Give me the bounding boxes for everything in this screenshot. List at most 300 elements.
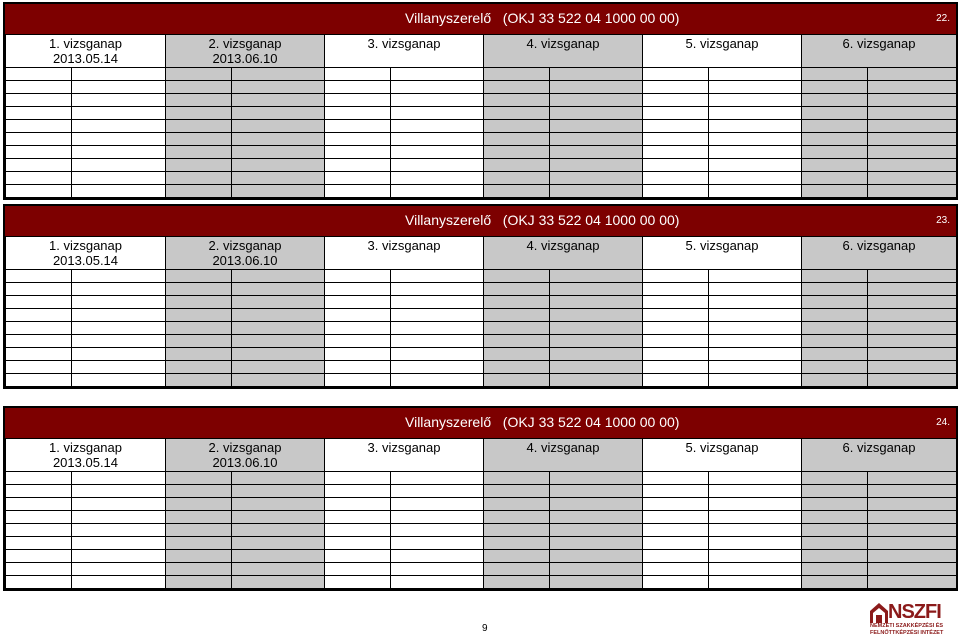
grid-cell bbox=[868, 270, 957, 283]
grid-cell bbox=[232, 120, 325, 133]
grid-cell bbox=[72, 537, 166, 550]
grid-cell bbox=[72, 511, 166, 524]
exam-day-header bbox=[166, 35, 325, 68]
sheet-banner bbox=[5, 206, 956, 236]
grid-cell bbox=[232, 374, 325, 387]
grid-cell bbox=[550, 133, 643, 146]
table-row bbox=[6, 94, 957, 107]
grid-cell bbox=[484, 94, 550, 107]
grid-cell bbox=[868, 576, 957, 589]
grid-cell bbox=[484, 172, 550, 185]
grid-cell bbox=[72, 296, 166, 309]
grid-cell bbox=[6, 576, 72, 589]
grid-cell bbox=[550, 537, 643, 550]
grid-cell bbox=[232, 133, 325, 146]
grid-cell bbox=[484, 185, 550, 198]
grid-cell bbox=[166, 270, 232, 283]
grid-cell bbox=[232, 472, 325, 485]
grid-cell bbox=[325, 361, 391, 374]
grid-cell bbox=[232, 185, 325, 198]
grid-cell bbox=[550, 511, 643, 524]
grid-cell bbox=[166, 283, 232, 296]
grid-cell bbox=[391, 485, 484, 498]
exam-day-header bbox=[484, 237, 643, 270]
grid-cell bbox=[550, 270, 643, 283]
grid-cell bbox=[868, 511, 957, 524]
grid-cell bbox=[709, 120, 802, 133]
grid-cell bbox=[325, 159, 391, 172]
grid-cell bbox=[6, 550, 72, 563]
exam-day-date: 2013.06.10 bbox=[212, 455, 278, 470]
grid-cell bbox=[868, 322, 957, 335]
grid-cell bbox=[550, 146, 643, 159]
grid-cell bbox=[6, 133, 72, 146]
grid-cell bbox=[6, 283, 72, 296]
grid-cell bbox=[391, 283, 484, 296]
grid-cell bbox=[6, 498, 72, 511]
exam-day-header bbox=[643, 439, 802, 472]
grid-cell bbox=[232, 270, 325, 283]
grid-cell bbox=[868, 120, 957, 133]
grid-cell bbox=[166, 550, 232, 563]
grid-cell bbox=[72, 361, 166, 374]
grid-cell bbox=[72, 133, 166, 146]
grid-cell bbox=[72, 107, 166, 120]
grid-cell bbox=[232, 309, 325, 322]
exam-day-header bbox=[6, 237, 166, 270]
grid-cell bbox=[484, 472, 550, 485]
header-row bbox=[6, 439, 957, 472]
grid-cell bbox=[166, 563, 232, 576]
grid-cell bbox=[72, 146, 166, 159]
grid-cell bbox=[166, 133, 232, 146]
table-row bbox=[6, 485, 957, 498]
grid-cell bbox=[6, 524, 72, 537]
grid-cell bbox=[6, 68, 72, 81]
grid-cell bbox=[166, 498, 232, 511]
grid-cell bbox=[72, 172, 166, 185]
grid-cell bbox=[709, 94, 802, 107]
exam-day-date: 2013.05.14 bbox=[52, 455, 119, 470]
grid-cell bbox=[802, 172, 868, 185]
grid-cell bbox=[550, 576, 643, 589]
sheet-title: Villanyszerelő (OKJ 33 522 04 1000 00 00) bbox=[405, 212, 680, 228]
grid-cell bbox=[391, 511, 484, 524]
grid-cell bbox=[643, 270, 709, 283]
grid-cell bbox=[868, 472, 957, 485]
grid-cell bbox=[868, 94, 957, 107]
exam-day-label: 1. vizsganap bbox=[49, 440, 122, 455]
grid-cell bbox=[868, 185, 957, 198]
sheet-banner bbox=[5, 408, 956, 438]
grid-cell bbox=[709, 296, 802, 309]
grid-cell bbox=[709, 374, 802, 387]
grid-cell bbox=[643, 94, 709, 107]
grid-cell bbox=[484, 498, 550, 511]
exam-day-header bbox=[325, 35, 484, 68]
grid-cell bbox=[709, 81, 802, 94]
grid-cell bbox=[166, 322, 232, 335]
grid-cell bbox=[6, 159, 72, 172]
grid-cell bbox=[484, 511, 550, 524]
grid-cell bbox=[868, 309, 957, 322]
grid-cell bbox=[232, 159, 325, 172]
grid-cell bbox=[709, 185, 802, 198]
grid-cell bbox=[643, 322, 709, 335]
grid-cell bbox=[325, 550, 391, 563]
grid-cell bbox=[709, 309, 802, 322]
grid-cell bbox=[709, 146, 802, 159]
grid-cell bbox=[709, 537, 802, 550]
grid-cell bbox=[391, 472, 484, 485]
grid-cell bbox=[802, 485, 868, 498]
grid-cell bbox=[72, 524, 166, 537]
grid-cell bbox=[868, 296, 957, 309]
grid-cell bbox=[868, 172, 957, 185]
grid-cell bbox=[166, 374, 232, 387]
table-row bbox=[6, 537, 957, 550]
grid-cell bbox=[232, 81, 325, 94]
grid-cell bbox=[6, 107, 72, 120]
grid-cell bbox=[391, 81, 484, 94]
table-row bbox=[6, 159, 957, 172]
grid-cell bbox=[72, 159, 166, 172]
grid-cell bbox=[72, 335, 166, 348]
grid-cell bbox=[6, 120, 72, 133]
grid-cell bbox=[232, 335, 325, 348]
grid-cell bbox=[868, 550, 957, 563]
page-number: 9 bbox=[482, 623, 488, 634]
grid-cell bbox=[391, 550, 484, 563]
grid-cell bbox=[550, 498, 643, 511]
grid-cell bbox=[6, 146, 72, 159]
grid-cell bbox=[643, 335, 709, 348]
grid-cell bbox=[72, 498, 166, 511]
grid-cell bbox=[709, 283, 802, 296]
grid-cell bbox=[709, 361, 802, 374]
grid-cell bbox=[643, 283, 709, 296]
table-row bbox=[6, 296, 957, 309]
grid-cell bbox=[391, 159, 484, 172]
grid-cell bbox=[802, 146, 868, 159]
grid-cell bbox=[166, 511, 232, 524]
exam-day-header bbox=[643, 237, 802, 270]
grid-cell bbox=[802, 361, 868, 374]
grid-cell bbox=[166, 472, 232, 485]
table-row bbox=[6, 361, 957, 374]
grid-cell bbox=[166, 576, 232, 589]
grid-cell bbox=[643, 120, 709, 133]
sheet-banner bbox=[5, 4, 956, 34]
grid-cell bbox=[802, 348, 868, 361]
grid-cell bbox=[391, 348, 484, 361]
grid-cell bbox=[643, 485, 709, 498]
grid-cell bbox=[802, 120, 868, 133]
grid-cell bbox=[484, 563, 550, 576]
grid-cell bbox=[643, 185, 709, 198]
grid-cell bbox=[868, 563, 957, 576]
grid-cell bbox=[484, 537, 550, 550]
exam-grid bbox=[5, 236, 957, 387]
grid-cell bbox=[550, 120, 643, 133]
exam-day-header bbox=[166, 439, 325, 472]
grid-cell bbox=[802, 283, 868, 296]
grid-cell bbox=[166, 120, 232, 133]
exam-day-header bbox=[643, 35, 802, 68]
grid-cell bbox=[72, 322, 166, 335]
grid-cell bbox=[391, 335, 484, 348]
grid-cell bbox=[550, 283, 643, 296]
grid-cell bbox=[802, 94, 868, 107]
header-row bbox=[6, 35, 957, 68]
sheet-number: 24. bbox=[936, 417, 950, 428]
grid-cell bbox=[325, 485, 391, 498]
exam-day-label: 4. vizsganap bbox=[526, 36, 600, 51]
grid-cell bbox=[232, 524, 325, 537]
grid-cell bbox=[232, 348, 325, 361]
grid-cell bbox=[166, 68, 232, 81]
exam-sheet bbox=[3, 2, 958, 200]
grid-cell bbox=[166, 524, 232, 537]
grid-cell bbox=[6, 335, 72, 348]
grid-cell bbox=[325, 472, 391, 485]
grid-cell bbox=[166, 159, 232, 172]
grid-cell bbox=[868, 283, 957, 296]
grid-cell bbox=[550, 361, 643, 374]
grid-cell bbox=[802, 309, 868, 322]
grid-cell bbox=[709, 498, 802, 511]
grid-cell bbox=[391, 498, 484, 511]
grid-cell bbox=[325, 348, 391, 361]
table-row bbox=[6, 576, 957, 589]
grid-cell bbox=[325, 511, 391, 524]
grid-cell bbox=[550, 550, 643, 563]
grid-cell bbox=[484, 335, 550, 348]
table-row bbox=[6, 322, 957, 335]
grid-cell bbox=[166, 485, 232, 498]
grid-cell bbox=[325, 133, 391, 146]
grid-cell bbox=[802, 270, 868, 283]
grid-cell bbox=[391, 172, 484, 185]
grid-cell bbox=[868, 348, 957, 361]
grid-cell bbox=[72, 283, 166, 296]
grid-cell bbox=[6, 537, 72, 550]
grid-cell bbox=[484, 120, 550, 133]
grid-cell bbox=[484, 68, 550, 81]
grid-cell bbox=[709, 348, 802, 361]
grid-cell bbox=[802, 185, 868, 198]
grid-cell bbox=[325, 270, 391, 283]
grid-cell bbox=[232, 283, 325, 296]
grid-cell bbox=[643, 159, 709, 172]
table-row bbox=[6, 511, 957, 524]
grid-cell bbox=[391, 361, 484, 374]
exam-day-label: 3. vizsganap bbox=[367, 36, 441, 51]
table-row bbox=[6, 335, 957, 348]
grid-cell bbox=[802, 511, 868, 524]
grid-cell bbox=[802, 335, 868, 348]
grid-cell bbox=[232, 550, 325, 563]
grid-cell bbox=[6, 563, 72, 576]
grid-cell bbox=[484, 296, 550, 309]
grid-cell bbox=[166, 309, 232, 322]
grid-cell bbox=[484, 374, 550, 387]
grid-cell bbox=[802, 498, 868, 511]
header-row bbox=[6, 237, 957, 270]
grid-cell bbox=[802, 472, 868, 485]
exam-day-header bbox=[802, 35, 957, 68]
grid-cell bbox=[391, 120, 484, 133]
grid-cell bbox=[709, 270, 802, 283]
grid-cell bbox=[643, 146, 709, 159]
grid-cell bbox=[709, 576, 802, 589]
grid-cell bbox=[232, 322, 325, 335]
grid-cell bbox=[232, 511, 325, 524]
table-row bbox=[6, 472, 957, 485]
grid-cell bbox=[72, 576, 166, 589]
grid-cell bbox=[166, 335, 232, 348]
table-row bbox=[6, 120, 957, 133]
grid-cell bbox=[325, 283, 391, 296]
grid-cell bbox=[325, 524, 391, 537]
grid-cell bbox=[391, 185, 484, 198]
grid-cell bbox=[709, 68, 802, 81]
exam-day-label: 5. vizsganap bbox=[685, 440, 759, 455]
nszfi-emblem-icon bbox=[870, 603, 888, 623]
grid-cell bbox=[643, 524, 709, 537]
exam-grid bbox=[5, 34, 957, 198]
grid-cell bbox=[643, 498, 709, 511]
grid-cell bbox=[484, 270, 550, 283]
grid-cell bbox=[325, 81, 391, 94]
grid-cell bbox=[232, 107, 325, 120]
grid-cell bbox=[643, 550, 709, 563]
grid-cell bbox=[391, 133, 484, 146]
grid-cell bbox=[868, 485, 957, 498]
grid-cell bbox=[232, 94, 325, 107]
grid-cell bbox=[232, 146, 325, 159]
grid-cell bbox=[325, 68, 391, 81]
table-row bbox=[6, 524, 957, 537]
grid-cell bbox=[550, 472, 643, 485]
grid-cell bbox=[868, 498, 957, 511]
exam-day-header bbox=[802, 439, 957, 472]
grid-cell bbox=[643, 563, 709, 576]
grid-cell bbox=[802, 159, 868, 172]
grid-cell bbox=[802, 576, 868, 589]
grid-cell bbox=[391, 537, 484, 550]
grid-cell bbox=[868, 81, 957, 94]
grid-cell bbox=[709, 472, 802, 485]
grid-cell bbox=[550, 172, 643, 185]
grid-cell bbox=[709, 335, 802, 348]
grid-cell bbox=[550, 485, 643, 498]
grid-cell bbox=[72, 309, 166, 322]
grid-cell bbox=[6, 511, 72, 524]
grid-cell bbox=[643, 576, 709, 589]
grid-cell bbox=[484, 309, 550, 322]
grid-cell bbox=[802, 81, 868, 94]
grid-cell bbox=[6, 309, 72, 322]
grid-cell bbox=[868, 374, 957, 387]
grid-cell bbox=[484, 524, 550, 537]
grid-cell bbox=[72, 81, 166, 94]
grid-cell bbox=[72, 563, 166, 576]
grid-cell bbox=[484, 159, 550, 172]
grid-cell bbox=[232, 498, 325, 511]
grid-cell bbox=[232, 361, 325, 374]
grid-cell bbox=[325, 120, 391, 133]
table-row bbox=[6, 550, 957, 563]
grid-cell bbox=[391, 68, 484, 81]
grid-cell bbox=[484, 146, 550, 159]
grid-cell bbox=[643, 511, 709, 524]
grid-cell bbox=[550, 185, 643, 198]
grid-cell bbox=[325, 563, 391, 576]
grid-cell bbox=[709, 485, 802, 498]
grid-cell bbox=[868, 133, 957, 146]
table-row bbox=[6, 81, 957, 94]
grid-cell bbox=[709, 550, 802, 563]
grid-cell bbox=[166, 107, 232, 120]
logo-brand: NSZFI bbox=[888, 601, 941, 623]
grid-cell bbox=[550, 322, 643, 335]
grid-cell bbox=[643, 348, 709, 361]
grid-cell bbox=[391, 576, 484, 589]
grid-cell bbox=[166, 81, 232, 94]
grid-cell bbox=[72, 185, 166, 198]
grid-cell bbox=[72, 270, 166, 283]
grid-cell bbox=[325, 172, 391, 185]
exam-day-label: 5. vizsganap bbox=[685, 36, 759, 51]
grid-cell bbox=[6, 374, 72, 387]
grid-cell bbox=[709, 133, 802, 146]
table-row bbox=[6, 348, 957, 361]
grid-cell bbox=[391, 146, 484, 159]
grid-cell bbox=[802, 133, 868, 146]
grid-cell bbox=[643, 81, 709, 94]
grid-cell bbox=[325, 322, 391, 335]
grid-cell bbox=[325, 537, 391, 550]
grid-cell bbox=[550, 524, 643, 537]
grid-cell bbox=[550, 68, 643, 81]
exam-day-label: 4. vizsganap bbox=[526, 238, 600, 253]
grid-cell bbox=[325, 309, 391, 322]
exam-day-label: 2. vizsganap bbox=[208, 36, 282, 51]
grid-cell bbox=[325, 107, 391, 120]
grid-cell bbox=[484, 133, 550, 146]
grid-cell bbox=[484, 322, 550, 335]
grid-cell bbox=[550, 81, 643, 94]
grid-cell bbox=[6, 81, 72, 94]
table-row bbox=[6, 172, 957, 185]
exam-grid bbox=[5, 438, 957, 589]
grid-cell bbox=[709, 159, 802, 172]
grid-cell bbox=[391, 107, 484, 120]
grid-cell bbox=[391, 524, 484, 537]
logo-tagline-2: FELNŐTTKÉPZÉSI INTÉZET bbox=[870, 630, 944, 636]
grid-cell bbox=[550, 563, 643, 576]
grid-cell bbox=[709, 563, 802, 576]
grid-cell bbox=[72, 472, 166, 485]
grid-cell bbox=[709, 172, 802, 185]
exam-day-label: 4. vizsganap bbox=[526, 440, 600, 455]
grid-cell bbox=[232, 296, 325, 309]
grid-cell bbox=[643, 107, 709, 120]
grid-cell bbox=[6, 361, 72, 374]
grid-cell bbox=[325, 94, 391, 107]
grid-cell bbox=[6, 172, 72, 185]
